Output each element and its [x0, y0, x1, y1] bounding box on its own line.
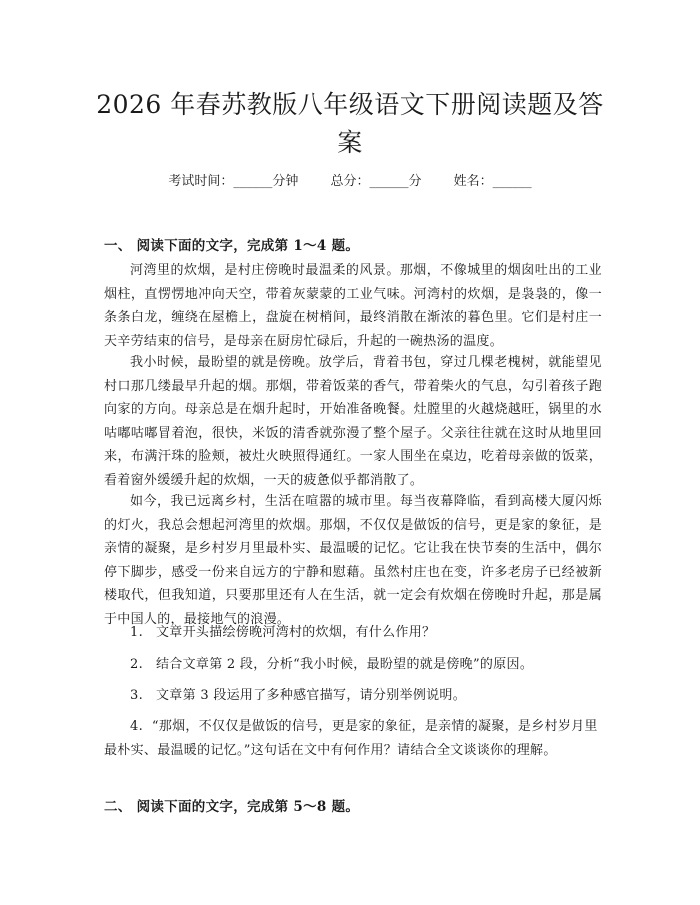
student-name: 姓名：______: [453, 174, 532, 189]
document-title: 2026 年春苏教版八年级语文下册阅读题及答案: [96, 90, 604, 157]
passage-paragraph-3: 如今，我已远离乡村，生活在喧嚣的城市里。每当夜幕降临，看到高楼大厦闪烁的灯火，我总会想起河湾里的炊烟。那烟，不仅仅是做饭的信号，更是家的象征，是亲情的凝聚，是乡村岁月里最朴实、最温暖的记忆。它让我在快节奏的生活中，偶尔停下脚步，感受一份来自远方的宁静和慰藉。虽然村庄也在变，许多老房子已经被新楼取代，但我知道，只要那里还有人在生活，就一定会有炊烟在傍晚时升起，那是属于中国人的，最接地气的浪漫。: [104, 494, 602, 627]
question-1: [104, 621, 602, 645]
section-1-heading: 一、 阅读下面的文字，完成第 1～4 题。: [104, 238, 360, 254]
question-number: 3.: [130, 688, 144, 703]
passage-paragraph-1: 河湾里的炊烟，是村庄傍晚时最温柔的风景。那烟，不像城里的烟囱吐出的工业烟柱，直愣愣地冲向天空，带着灰蒙蒙的工业气味。河湾村的炊烟，是袅袅的，像一条条白龙，缠绕在屋檐上，盘旋在树梢间，最终消散在渐浓的暮色里。它们是村庄一天辛劳结束的信号，是母亲在厨房忙碌后，升起的一碗热汤的温度。: [104, 263, 602, 349]
question-3: [104, 684, 602, 708]
exam-time: 考试时间：______分钟: [168, 174, 299, 189]
question-text: 文章开头描绘傍晚河湾村的炊烟，有什么作用？: [156, 625, 436, 640]
question-number: 2.: [130, 657, 144, 672]
question-4: [104, 715, 602, 762]
section-2-heading: 二、 阅读下面的文字，完成第 5～8 题。: [104, 799, 360, 815]
exam-meta: [0, 170, 700, 189]
question-number: 4.: [130, 719, 144, 734]
question-text: “那烟，不仅仅是做饭的信号，更是家的象征，是亲情的凝聚，是乡村岁月里最朴实、最温暖的记忆。”这句话在文中有何作用？请结合全文谈谈你的理解。: [104, 719, 598, 758]
total-score: 总分：______分: [330, 174, 422, 189]
question-2: [104, 653, 602, 677]
question-text: 结合文章第 2 段，分析“我小时候，最盼望的就是傍晚”的原因。: [156, 657, 534, 672]
passage-paragraph-2: 我小时候，最盼望的就是傍晚。放学后，背着书包，穿过几棵老槐树，就能望见村口那几缕最早升起的烟。那烟，带着饭菜的香气，带着柴火的气息，勾引着孩子跑向家的方向。母亲总是在烟升起时，开始准备晚餐。灶膛里的火越烧越旺，锅里的水咕嘟咕嘟冒着泡，很快，米饭的清香就弥漫了整个屋子。父亲往往就在这时从地里回来，布满汗珠的脸颊，被灶火映照得通红。一家人围坐在桌边，吃着母亲做的饭菜，看着窗外缓缓升起的炊烟，一天的疲惫似乎都消散了。: [104, 355, 602, 488]
question-text: 文章第 3 段运用了多种感官描写，请分别举例说明。: [156, 688, 467, 703]
question-number: 1.: [130, 625, 144, 640]
